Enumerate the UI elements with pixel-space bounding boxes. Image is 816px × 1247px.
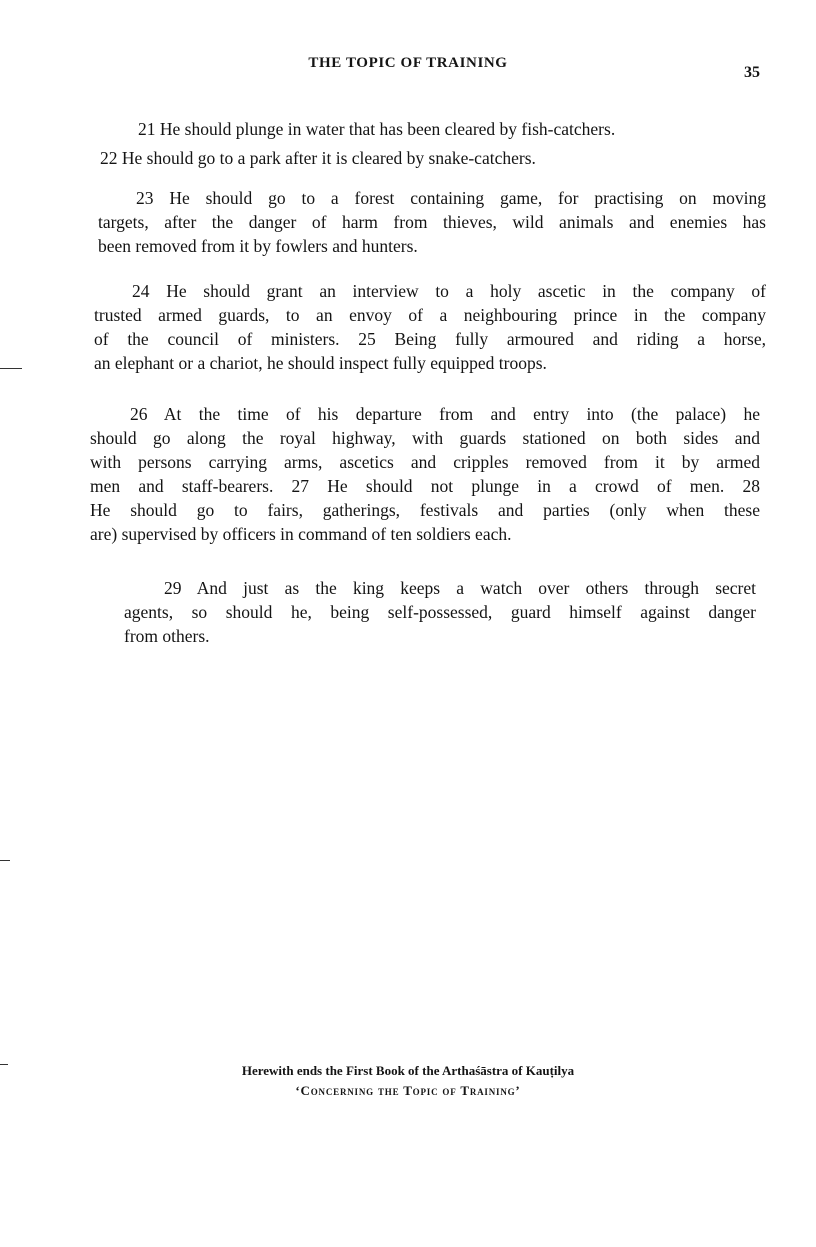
running-title: THE TOPIC OF TRAINING bbox=[308, 55, 508, 71]
text-line: of the council of ministers. 25 Being fully armoured and riding a horse, bbox=[94, 329, 766, 349]
text-line: 29 And just as the king keeps a watch over others through secret bbox=[164, 578, 756, 598]
paragraph-22 bbox=[100, 146, 660, 170]
text-line: from others. bbox=[124, 626, 210, 646]
colophon-line-1: Herewith ends the First Book of the Arthaśāstra of Kauṭilya bbox=[241, 1063, 575, 1078]
text-line: 22 He should go to a park after it is cleared by snake-catchers. bbox=[100, 148, 536, 168]
margin-scan-mark bbox=[0, 860, 10, 861]
text-line: are) supervised by officers in command of ten soldiers each. bbox=[90, 524, 512, 544]
text-line: He should go to fairs, gatherings, festivals and parties (only when these bbox=[90, 500, 760, 520]
colophon-line-2: ‘Concerning the Topic of Training’ bbox=[295, 1083, 521, 1098]
colophon bbox=[0, 1061, 816, 1101]
text-line: 24 He should grant an interview to a holy ascetic in the company of bbox=[132, 281, 766, 301]
text-line: with persons carrying arms, ascetics and cripples removed from it by armed bbox=[90, 452, 760, 472]
paragraph-21 bbox=[138, 117, 766, 141]
text-line: targets, after the danger of harm from thieves, wild animals and enemies has bbox=[98, 212, 766, 232]
text-line: trusted armed guards, to an envoy of a neighbouring prince in the company bbox=[94, 305, 766, 325]
text-line: been removed from it by fowlers and hunters. bbox=[98, 236, 418, 256]
text-line: agents, so should he, being self-possessed, guard himself against danger bbox=[124, 602, 756, 622]
paragraph-29 bbox=[124, 576, 756, 648]
paragraph-26-28 bbox=[90, 402, 760, 546]
margin-scan-mark bbox=[0, 368, 22, 369]
text-line: 23 He should go to a forest containing game, for practising on moving bbox=[136, 188, 766, 208]
text-line: 21 He should plunge in water that has been cleared by fish-catchers. bbox=[138, 119, 616, 139]
paragraph-23 bbox=[98, 186, 766, 258]
text-line: men and staff-bearers. 27 He should not plunge in a crowd of men. 28 bbox=[90, 476, 760, 496]
margin-scan-mark bbox=[0, 1064, 8, 1065]
paragraph-24-25 bbox=[94, 279, 766, 375]
page-number: 35 bbox=[744, 64, 760, 81]
text-line: should go along the royal highway, with guards stationed on both sides and bbox=[90, 428, 760, 448]
text-line: 26 At the time of his departure from and entry into (the palace) he bbox=[130, 404, 760, 424]
text-line: an elephant or a chariot, he should inspect fully equipped troops. bbox=[94, 353, 547, 373]
